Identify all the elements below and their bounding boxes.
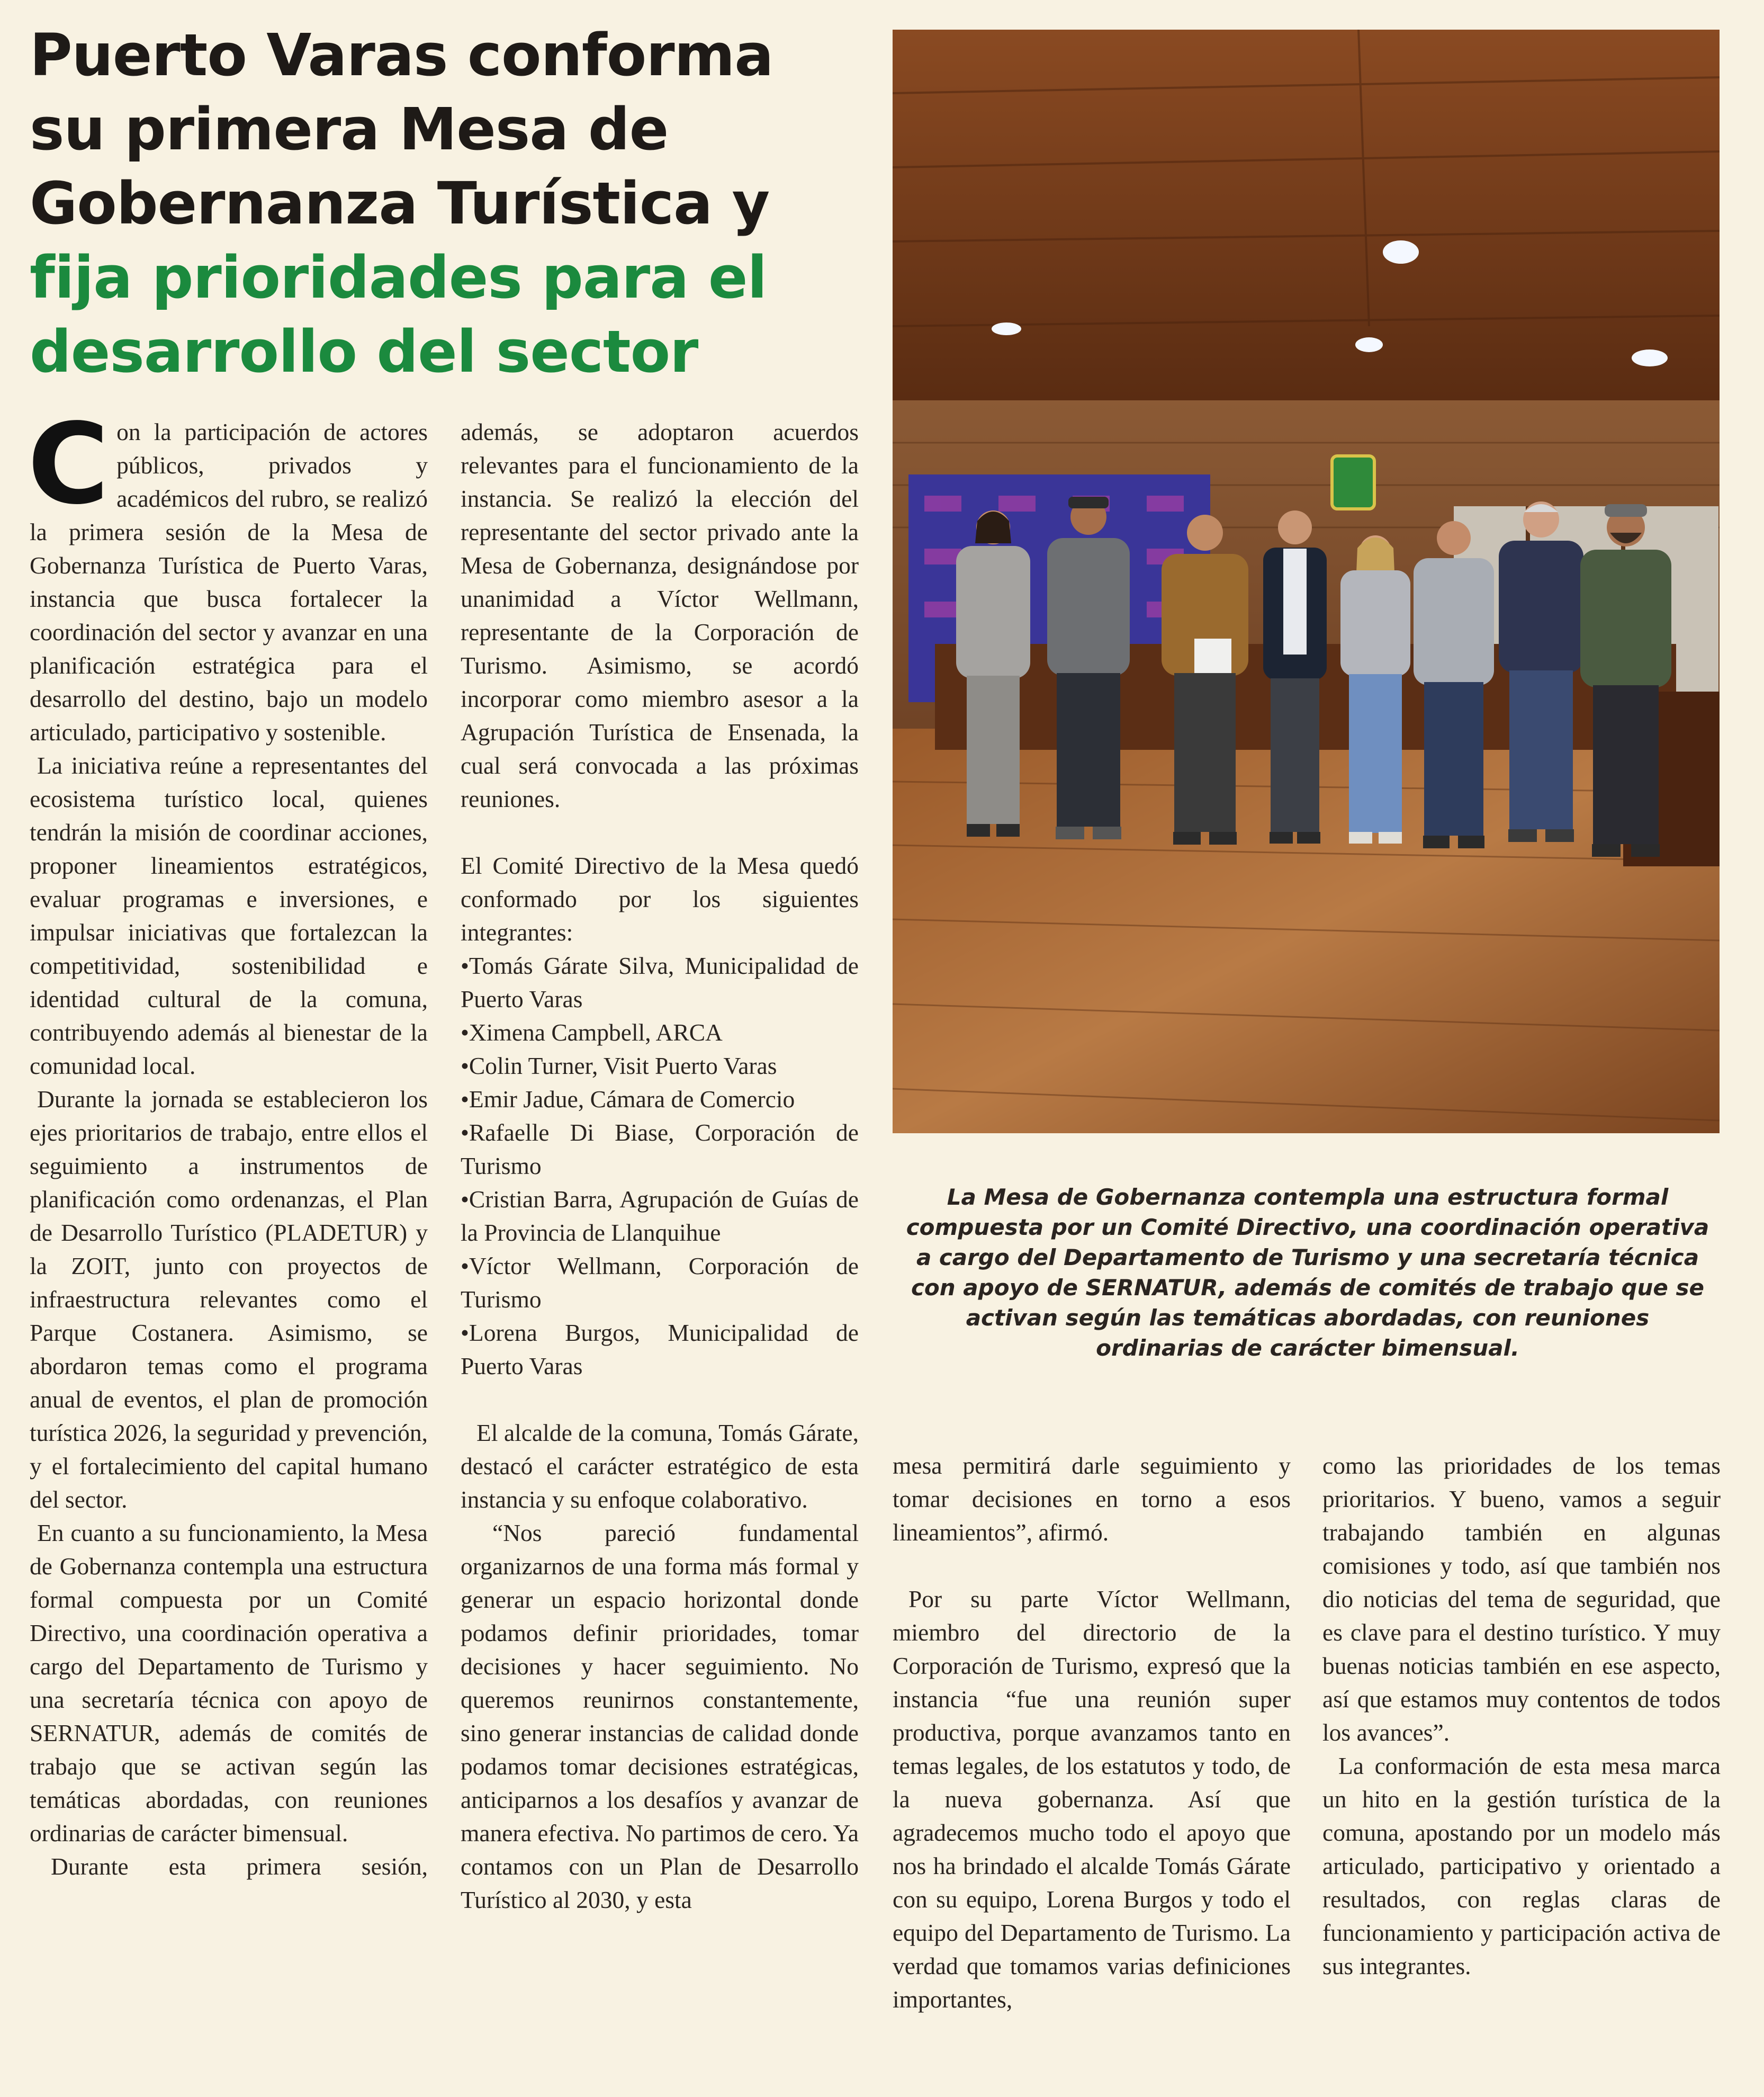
member-7: •Víctor Wellmann, Corporación de Turismo xyxy=(461,1252,859,1313)
member-6: •Cristian Barra, Agrupación de Guías de la Provincia de Llanquihue xyxy=(461,1186,859,1246)
member-2: •Ximena Campbell, ARCA xyxy=(461,1019,723,1046)
paragraph-9-end: como las prioridades de los temas prioritarios. Y bueno, vamos a seguir trabajando también en algunas comisiones y todo, así que también nos dio noticias del tema de seguridad, que es clave para el destino turístico. Y muy buenas noticias también en ese aspecto, así que estamos muy contentos de todos los avances”. xyxy=(1322,1452,1721,1746)
paragraph-intro xyxy=(28,399,428,749)
paragraph-2: La iniciativa reúne a representantes del ecosistema turístico local, quienes tendrán la misión de coordinar acciones, proponer lineamientos estratégicos, evaluar programas e inversiones, e impulsar iniciativas que fortalezcan la competitividad, sostenibilidad e identidad cultural de la comuna, contribuyendo además al bienestar de la comunidad local. xyxy=(30,752,428,1079)
headline-line-2: su primera Mesa de xyxy=(30,95,669,163)
headline xyxy=(30,18,877,389)
paragraph-10: La conformación de esta mesa marca un hito en la gestión turística de la comuna, apostando por un modelo más articulado, participativo y orientado a resultados, con reglas claras de funcionamiento y participación activa de sus integrantes. xyxy=(1322,1752,1721,1979)
headline-line-1: Puerto Varas conforma xyxy=(30,21,773,89)
paragraph-9-start: Por su parte Víctor Wellmann, miembro del directorio de la Corporación de Turismo, expresó que la instancia “fue una reunión super productiva, porque avanzamos tanto en temas legales, de los estatutos y todo, de la nueva gobernanza. Así que agradecemos mucho todo el apoyo que nos ha brindado el alcalde Tomás Gárate con su equipo, Lorena Burgos y todo el equipo del Departamento de Turismo. La verdad que tomamos varias definiciones importantes, xyxy=(893,1585,1291,2013)
member-1: •Tomás Gárate Silva, Municipalidad de Puerto Varas xyxy=(461,952,859,1012)
paragraph-4: En cuanto a su funcionamiento, la Mesa de Gobernanza contempla una estructura formal compuesta por un Comité Directivo, una coordinación operativa a cargo del Departamento de Turismo y una secretaría técnica con apoyo de SERNATUR, además de comités de trabajo que se activan según las temáticas abordadas, con reuniones ordinarias de carácter bimensual. xyxy=(30,1519,428,1847)
headline-line-4: fija prioridades para el xyxy=(30,244,767,311)
paragraph-8-end: mesa permitirá darle seguimiento y tomar decisiones en torno a esos lineamientos”, afirmó. xyxy=(893,1452,1291,1546)
paragraph-6: El Comité Directivo de la Mesa quedó conformado por los siguientes integrantes: xyxy=(461,852,859,946)
photo-caption: La Mesa de Gobernanza contempla una estructura formal compuesta por un Comité Directivo, una coordinación operativa a cargo del Departamento de Turismo y una secretaría técnica con apoyo de SERNATUR, además de comités de trabajo que se activan según las temáticas abordadas, con reuniones ordinarias de carácter bimensual. xyxy=(906,1184,1709,1361)
article-column-2 xyxy=(461,415,859,1916)
article-column-1 xyxy=(28,399,428,1883)
drop-cap: C xyxy=(28,399,110,529)
article-column-4 xyxy=(1322,1449,1721,1983)
headline-line-3: Gobernanza Turística y xyxy=(30,169,770,237)
group-photo xyxy=(893,30,1720,1133)
paragraph-intro-text: on la participación de actores públicos, privados y académicos del rubro, se realizó la primera sesión de la Mesa de Gobernanza Turística de Puerto Varas, instancia que busca fortalecer la coordinación del sector y avanzar en una planificación estratégica para el desarrollo del destino, bajo un modelo articulado, participativo y sostenible. xyxy=(30,418,428,746)
member-5: •Rafaelle Di Biase, Corporación de Turismo xyxy=(461,1119,859,1179)
paragraph-3: Durante la jornada se establecieron los ejes prioritarios de trabajo, entre ellos el seguimiento a instrumentos de planificación como ordenanzas, el Plan de Desarrollo Turístico (PLADETUR) y la ZOIT, junto con proyectos de infraestructura relevantes como el Parque Costanera. Asimismo, se abordaron temas como el programa anual de eventos, el plan de promoción turística 2026, la seguridad y prevención, y el fortalecimiento del capital humano del sector. xyxy=(30,1086,428,1513)
paragraph-5-start: Durante esta primera sesión, xyxy=(51,1853,428,1880)
member-3: •Colin Turner, Visit Puerto Varas xyxy=(461,1052,777,1079)
paragraph-5-end: además, se adoptaron acuerdos relevantes para el funcionamiento de la instancia. Se realizó la elección del representante del sector privado ante la Mesa de Gobernanza, designándose por unanimidad a Víctor Wellmann, representante de la Corporación de Turismo. Asimismo, se acordó incorporar como miembro asesor a la Agrupación Turística de Ensenada, la cual será convocada a las próximas reuniones. xyxy=(461,418,859,812)
group-photo-illustration xyxy=(893,30,1720,1133)
headline-line-5: desarrollo del sector xyxy=(30,318,698,386)
article-column-3 xyxy=(893,1449,1291,2016)
member-4: •Emir Jadue, Cámara de Comercio xyxy=(461,1086,795,1113)
member-8: •Lorena Burgos, Municipalidad de Puerto Varas xyxy=(461,1319,859,1379)
paragraph-8-start: “Nos pareció fundamental organizarnos de una forma más formal y generar un espacio horizontal donde podamos definir prioridades, tomar decisiones y hacer seguimiento. No queremos reunirnos constantemente, sino generar instancias de calidad donde podamos tomar decisiones estratégicas, anticiparnos a los desafíos y avanzar de manera efectiva. No partimos de cero. Ya contamos con un Plan de Desarrollo Turístico al 2030, y esta xyxy=(461,1519,859,1913)
paragraph-7: El alcalde de la comuna, Tomás Gárate, destacó el carácter estratégico de esta instancia y su enfoque colaborativo. xyxy=(461,1419,859,1513)
